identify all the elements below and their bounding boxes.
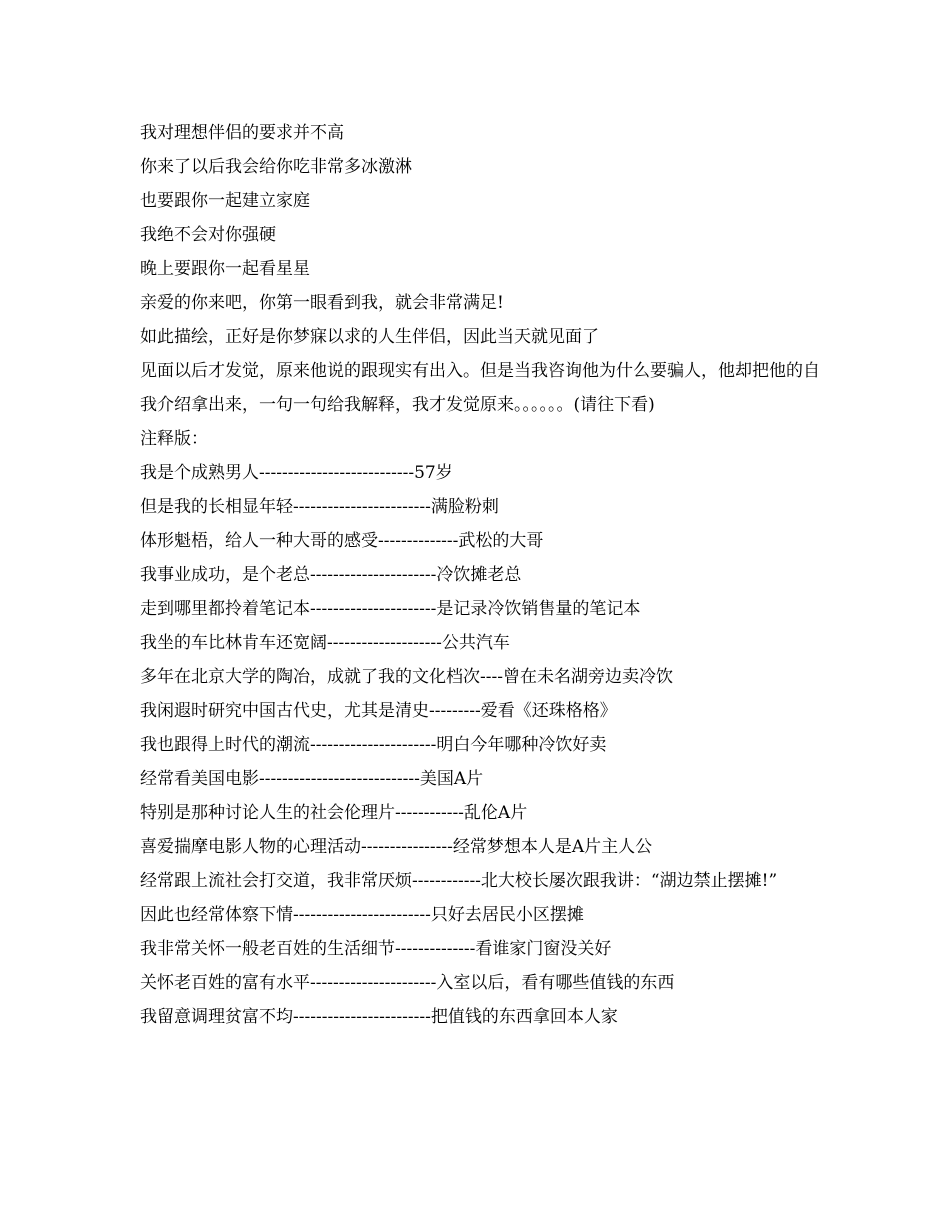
annotation-line: 经常跟上流社会打交道，我非常厌烦------------北大校长屡次跟我讲：“湖边禁止摆摊!” (140, 871, 778, 891)
text-line: 晚上要跟你一起看星星 (140, 259, 310, 279)
annotation-line: 我事业成功，是个老总----------------------冷饮摊老总 (140, 565, 522, 585)
annotation-line: 多年在北京大学的陶冶，成就了我的文化档次----曾在未名湖旁边卖冷饮 (140, 667, 673, 687)
text-line: 亲爱的你来吧，你第一眼看到我，就会非常满足! (140, 293, 504, 313)
text-line: 你来了以后我会给你吃非常多冰激淋 (140, 157, 412, 177)
annotation-line: 我非常关怀一般老百姓的生活细节--------------看谁家门窗没关好 (140, 939, 612, 959)
annotation-line: 我也跟得上时代的潮流----------------------明白今年哪种冷饮好卖 (140, 735, 607, 755)
text-line: 如此描绘，正好是你梦寐以求的人生伴侣，因此当天就见面了 (140, 327, 599, 347)
text-line: 也要跟你一起建立家庭 (140, 191, 310, 211)
annotation-line: 我是个成熟男人---------------------------57岁 (140, 463, 453, 483)
annotation-line: 体形魁梧，给人一种大哥的感受--------------武松的大哥 (140, 531, 544, 551)
annotation-line: 我留意调理贫富不均------------------------把值钱的东西拿回本人家 (140, 1007, 618, 1027)
document-body (140, 116, 820, 1034)
text-line: 我绝不会对你强硬 (140, 225, 276, 245)
annotation-line: 但是我的长相显年轻------------------------满脸粉刺 (140, 497, 499, 517)
annotation-line: 我坐的车比林肯车还宽阔--------------------公共汽车 (140, 633, 510, 653)
text-paragraph: 见面以后才发觉，原来他说的跟现实有出入。但是当我咨询他为什么要骗人，他却把他的自我介绍拿出来，一句一句给我解释，我才发觉原来。。。。。。(请往下看) (140, 361, 820, 415)
annotation-line: 因此也经常体察下情------------------------只好去居民小区摆摊 (140, 905, 584, 925)
annotation-line: 经常看美国电影----------------------------美国A片 (140, 769, 484, 789)
annotation-line: 关怀老百姓的富有水平----------------------入室以后，看有哪些值钱的东西 (140, 973, 675, 993)
annotation-line: 喜爱揣摩电影人物的心理活动----------------经常梦想本人是A片主人公 (140, 837, 653, 857)
text-line: 我对理想伴侣的要求并不高 (140, 123, 344, 143)
annotation-line: 我闲遐时研究中国古代史，尤其是清史---------爱看《还珠格格》 (140, 701, 617, 721)
annotation-line: 特别是那种讨论人生的社会伦理片------------乱伦A片 (140, 803, 528, 823)
annotation-line: 走到哪里都拎着笔记本----------------------是记录冷饮销售量的笔记本 (140, 599, 641, 619)
section-label: 注释版： (140, 429, 208, 449)
